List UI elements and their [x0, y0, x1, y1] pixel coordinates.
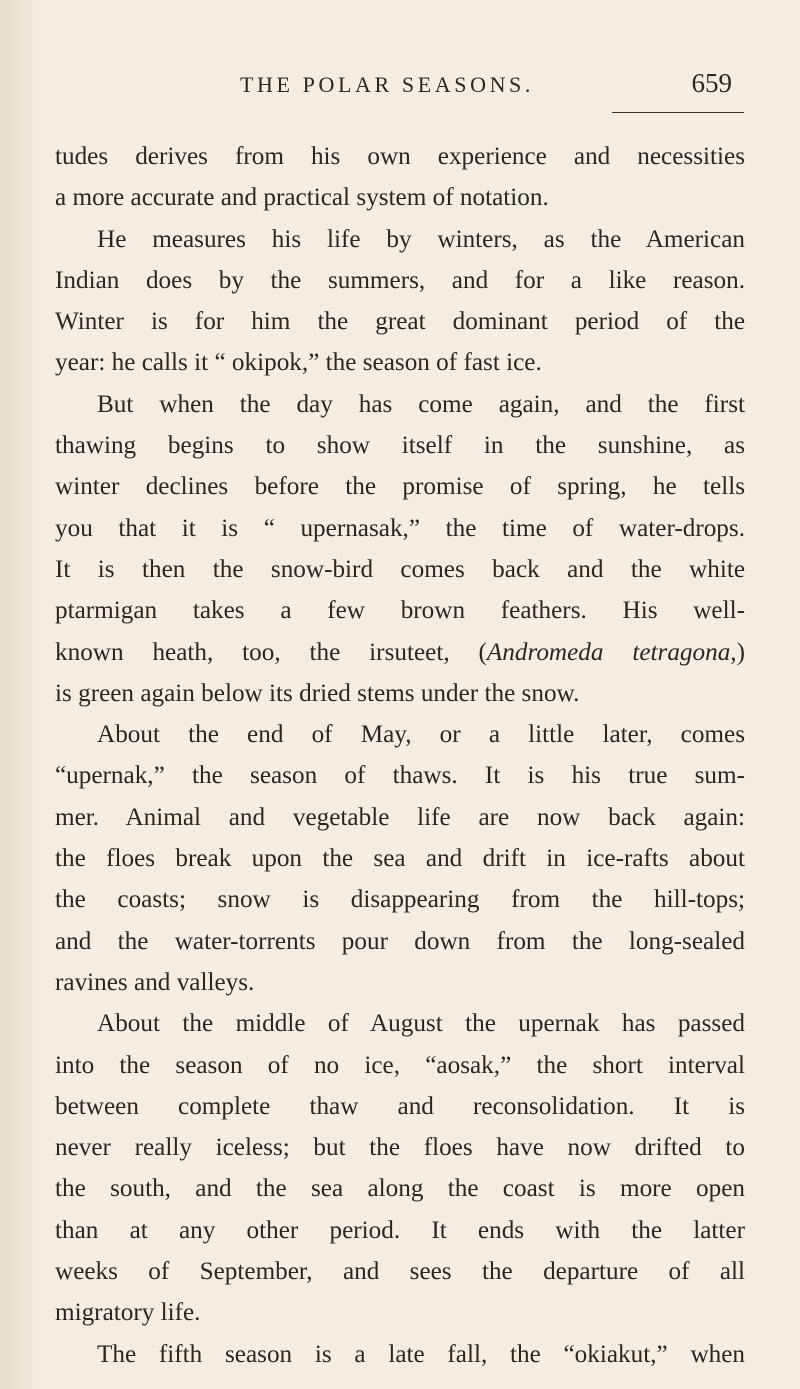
running-head [0, 68, 800, 108]
text-line: than at any other period. It ends with the latter [55, 1216, 745, 1244]
text-line: weeks of September, and sees the departure of all [55, 1258, 745, 1286]
text-line: He measures his life by winters, as the American [97, 225, 745, 253]
text-line: But when the day has come again, and the first [97, 390, 745, 418]
text-line: Indian does by the summers, and for a like reason. [55, 266, 745, 294]
text-line-start: known heath, too, the irsuteet, ( [55, 638, 487, 666]
text-line: winter declines before the promise of spring, he tells [55, 473, 745, 501]
italic-species-name: Andromeda tetragona, [486, 638, 737, 666]
text-line: and the water-torrents pour down from the long-sealed [55, 927, 745, 955]
text-line: ravines and valleys. [55, 968, 255, 996]
text-line: the coasts; snow is disappearing from the hill-tops; [55, 886, 745, 914]
text-line: ptarmigan takes a few brown feathers. His well- [55, 597, 745, 625]
text-line: Winter is for him the great dominant period of the [55, 308, 745, 336]
text-line: About the middle of August the upernak has passed [97, 1010, 745, 1038]
text-line: mer. Animal and vegetable life are now back again: [55, 803, 745, 831]
body-text [55, 136, 745, 1375]
page-number: 659 [691, 68, 732, 98]
text-line: thawing begins to show itself in the sunshine, as [55, 432, 745, 460]
text-line: the floes break upon the sea and drift in ice-rafts about [55, 845, 745, 873]
text-line: The fifth season is a late fall, the “okiakut,” when [97, 1340, 745, 1368]
text-line: into the season of no ice, “aosak,” the short interval [55, 1051, 745, 1079]
text-line: migratory life. [55, 1299, 201, 1327]
text-line-end: ) [736, 638, 745, 666]
text-line: It is then the snow-bird comes back and the white [55, 555, 745, 583]
text-line: between complete thaw and reconsolidation. It is [55, 1092, 745, 1120]
text-line: never really iceless; but the floes have now drifted to [55, 1134, 745, 1162]
text-line: “upernak,” the season of thaws. It is his true sum- [55, 762, 745, 790]
text-line [55, 632, 745, 673]
text-line: tudes derives from his own experience and necessities [55, 143, 745, 170]
text-line: you that it is “ upernasak,” the time of water-drops. [55, 514, 745, 542]
text-line: a more accurate and practical system of notation. [55, 184, 549, 212]
text-line: About the end of May, or a little later, comes [97, 721, 745, 749]
text-line: is green again below its dried stems under the snow. [55, 679, 580, 707]
text-line: year: he calls it “ okipok,” the season of fast ice. [55, 349, 542, 377]
header-rule [612, 112, 744, 113]
text-line: the south, and the sea along the coast is more open [55, 1175, 745, 1203]
running-title: THE POLAR SEASONS. [240, 72, 534, 97]
